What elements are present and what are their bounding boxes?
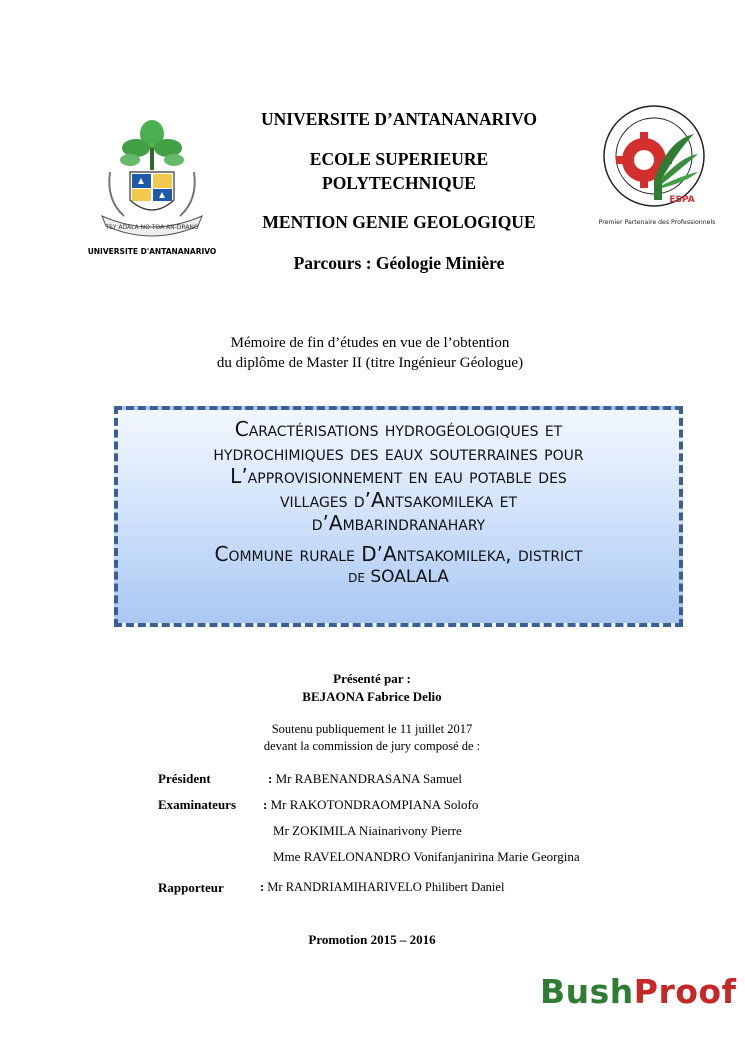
- espa-gear-icon: [598, 100, 720, 228]
- rapporteur-entry: [260, 880, 504, 895]
- bushproof-watermark: [540, 972, 736, 1011]
- examiners-label: Examinateurs: [158, 797, 236, 812]
- examiner-3-name: Mme RAVELONANDRO Vonifanjanirina Marie Georgina: [273, 849, 580, 864]
- promotion: Promotion 2015 – 2016: [308, 932, 436, 947]
- espa-tagline: Premier Partenaire des Professionnels: [598, 219, 716, 226]
- university-name: UNIVERSITE D’ANTANANARIVO: [261, 109, 537, 129]
- thesis-location: [124, 543, 673, 590]
- espa-logo: [598, 100, 720, 228]
- mention: MENTION GENIE GEOLOGIQUE: [262, 212, 536, 232]
- thesis-title-line4: villages d’Antsakomileka et: [279, 487, 518, 512]
- memoire-line1: Mémoire de fin d’études en vue de l’obtention: [230, 335, 510, 351]
- defense-info: [200, 721, 544, 755]
- espa-text: ESPA: [669, 195, 695, 205]
- thesis-location-line1: Commune rurale D’Antsakomileka, district: [214, 541, 583, 566]
- thesis-title: [124, 418, 673, 536]
- school-name-line1: ECOLE SUPERIEURE: [309, 149, 489, 169]
- watermark-bush: Bush: [540, 972, 634, 1011]
- rapporteur-colon: :: [260, 880, 265, 894]
- rapporteur-label: Rapporteur: [158, 880, 224, 895]
- university-emblem-icon: [88, 112, 216, 260]
- university-logo-caption: UNIVERSITE D'ANTANANARIVO: [88, 247, 216, 256]
- university-motto: TSY ADALA NO TOA AN-DRANO: [105, 224, 199, 231]
- school-name-line2: POLYTECHNIQUE: [322, 173, 476, 193]
- thesis-title-box: [114, 406, 683, 627]
- thesis-title-line1: Caractérisations hydrogéologiques et: [234, 417, 563, 441]
- defense-jury-intro: devant la commission de jury composé de :: [263, 739, 481, 753]
- parcours: Parcours : Géologie Minière: [293, 253, 505, 273]
- president-entry: [268, 771, 462, 787]
- watermark-proof: Proof: [633, 972, 737, 1011]
- examiner-1-name: Mr RAKOTONDRAOMPIANA Solofo: [270, 797, 479, 812]
- thesis-title-line2: hydrochimiques des eaux souterraines pour: [213, 440, 584, 465]
- university-logo: [88, 112, 216, 260]
- presenter-name: BEJAONA Fabrice Delio: [302, 689, 442, 704]
- thesis-location-line2: de SOALALA: [348, 567, 449, 587]
- thesis-title-line3: L’approvisionnement en eau potable des: [230, 464, 567, 488]
- rapporteur-name: Mr RANDRIAMIHARIVELO Philibert Daniel: [267, 880, 505, 894]
- examiner-1-entry: [263, 797, 478, 813]
- presenter: [222, 670, 522, 706]
- examiners-colon: :: [263, 797, 268, 812]
- presenter-label: Présenté par :: [333, 671, 411, 686]
- memoire-line2: du diplôme de Master II (titre Ingénieur Géologue): [216, 355, 524, 371]
- examiner-2-name: Mr ZOKIMILA Niainarivony Pierre: [273, 823, 462, 838]
- president-colon: :: [268, 771, 273, 786]
- president-name: Mr RABENANDRASANA Samuel: [275, 771, 462, 786]
- thesis-title-line5: d’Ambarindranahary: [311, 511, 486, 535]
- defense-date: Soutenu publiquement le 11 juillet 2017: [271, 722, 473, 736]
- president-label: Président: [158, 771, 211, 786]
